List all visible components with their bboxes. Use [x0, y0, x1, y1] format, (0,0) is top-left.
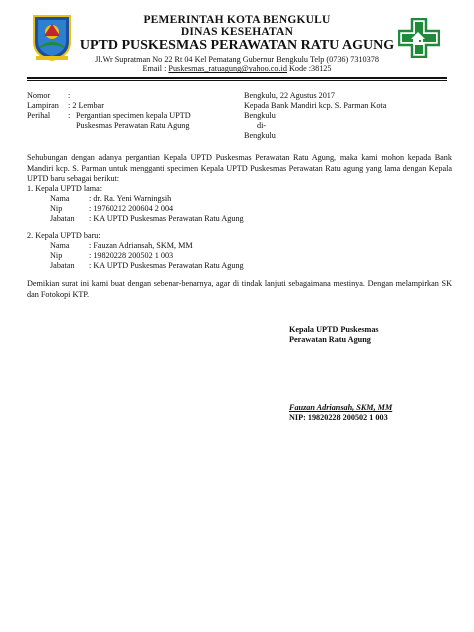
perihal-colon: : [68, 111, 71, 120]
recipient-line1: Kepada Bank Mandiri kcp. S. Parman Kota [244, 101, 387, 110]
intro-paragraph: Sehubungan dengan adanya pergantian Kepala UPTD Puskesmas Perawatan Ratu Agung, maka kami mohon kepada Bank Mandiri kcp. S. Parman untuk mengganti specimen Kepala UPTD Puskesmas Perawatan Ratu agung yang lama dengan Kepala UPTD baru sebagai berikut: [27, 153, 452, 183]
nomor-label: Nomor [27, 91, 51, 100]
letter-date: Bengkulu, 22 Agustus 2017 [244, 91, 335, 100]
lampiran-label: Lampiran [27, 101, 59, 110]
signatory-name: Fauzan Adriansah, SKM, MM [289, 403, 393, 412]
nomor-value: : [68, 91, 71, 100]
new-head-heading: 2. Kepala UPTD baru: [27, 231, 101, 240]
letterhead-institution: UPTD PUSKESMAS PERAWATAN RATU AGUNG [79, 38, 395, 54]
recipient-line2: Bengkulu [244, 111, 276, 120]
old-name-label: Nama [50, 194, 70, 203]
new-name-label: Nama [50, 241, 70, 250]
signature-title1: Kepala UPTD Puskesmas [289, 325, 379, 334]
letterhead-divider-thick [27, 77, 447, 79]
old-nip-label: Nip [50, 204, 63, 213]
perihal-line1: Pergantian specimen kepala UPTD [76, 111, 191, 120]
recipient-line3: di- [257, 121, 267, 130]
signature-title2: Perawatan Ratu Agung [289, 335, 371, 344]
new-nip-label: Nip [50, 251, 63, 260]
letterhead-government: PEMERINTAH KOTA BENGKULU [143, 14, 331, 26]
new-name-value: : Fauzan Adriansah, SKM, MM [89, 241, 193, 250]
new-jabatan-value: : KA UPTD Puskesmas Perawatan Ratu Agung [89, 261, 244, 270]
perihal-line2: Puskesmas Perawatan Ratu Agung [76, 121, 190, 130]
old-head-heading: 1. Kepala UPTD lama: [27, 184, 103, 193]
new-nip-value: : 19820228 200502 1 003 [89, 251, 174, 260]
new-jabatan-label: Jabatan [50, 261, 75, 270]
health-cross-icon [398, 18, 440, 58]
letterhead-divider-thin [27, 80, 447, 81]
letterhead-department: DINAS KESEHATAN [180, 26, 294, 39]
email-link[interactable]: Puskesmas_ratuagung@yahoo.co.id [168, 64, 287, 74]
old-jabatan-label: Jabatan [50, 214, 75, 223]
perihal-label: Perihal [27, 111, 51, 120]
email-label: Email : [142, 64, 169, 74]
recipient-line4: Bengkulu [244, 131, 276, 140]
old-name-value: : dr. Ra. Yeni Warningsih [89, 194, 172, 203]
letterhead-contact [72, 65, 402, 74]
letterhead [72, 14, 402, 74]
postcode: Kode :38125 [286, 64, 332, 74]
city-emblem-icon [30, 12, 74, 62]
old-nip-value: : 19760212 200604 2 004 [89, 204, 174, 213]
lampiran-value: : 2 Lembar [68, 101, 104, 110]
signatory-nip: NIP: 19820228 200502 1 003 [289, 413, 388, 422]
closing-paragraph: Demikian surat ini kami buat dengan sebenar-benarnya, agar di tindak lanjuti sebagaimana mestinya. Dengan melampirkan SK dan Fotokopi KTP. [27, 279, 452, 299]
letterhead-address: Jl.Wr Supratman No 22 Rt 04 Kel Pematang Gubernur Bengkulu Telp (0736) 7310378 [95, 54, 379, 64]
old-jabatan-value: : KA UPTD Puskesmas Perawatan Ratu Agung [89, 214, 244, 223]
